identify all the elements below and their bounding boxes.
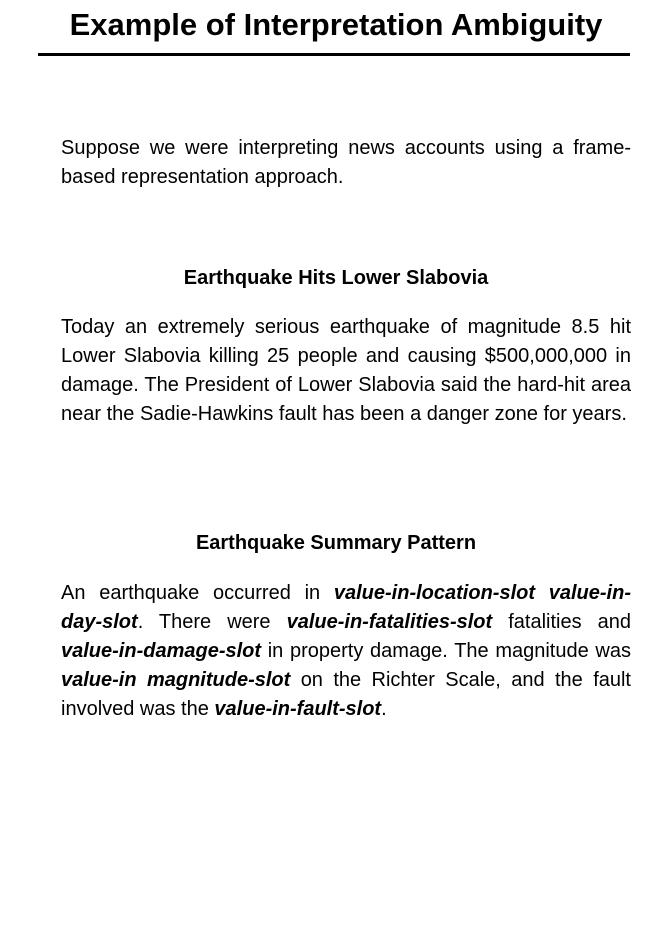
article-body: Today an extremely serious earthquake of magnitude 8.5 hit Lower Slabovia killing 25 people and causing $500,000,000 in damage. The President of Lower Slabovia said the hard-hit area near the Sadie-Hawkins fault has been a danger zone for years. <box>61 316 631 425</box>
pattern-text: An earthquake occurred in <box>61 582 334 604</box>
pattern-text: . <box>381 698 387 720</box>
pattern-text: . There were <box>137 611 287 633</box>
pattern-heading: Earthquake Summary Pattern <box>195 532 477 554</box>
pattern-text <box>535 582 549 604</box>
day-slot: value-in-day-slot <box>61 582 631 633</box>
pattern-text: in property damage. The magnitude was <box>261 640 631 662</box>
intro-paragraph: Suppose we were interpreting news accounts using a frame-based representation approach. <box>61 137 631 188</box>
pattern-body <box>61 579 631 724</box>
magnitude-slot: value-in magnitude-slot <box>61 669 291 691</box>
title-underline <box>38 53 630 56</box>
fatalities-slot: value-in-fatalities-slot <box>286 611 493 633</box>
pattern-text: on the Richter Scale, and the fault involved was the <box>61 669 631 720</box>
pattern-text: fatalities and <box>492 611 631 633</box>
slide-title: Example of Interpretation Ambiguity <box>69 7 603 42</box>
location-slot: value-in-location-slot <box>333 582 535 604</box>
fault-slot: value-in-fault-slot <box>214 698 382 720</box>
article-headline: Earthquake Hits Lower Slabovia <box>183 267 489 289</box>
damage-slot: value-in-damage-slot <box>61 640 262 662</box>
